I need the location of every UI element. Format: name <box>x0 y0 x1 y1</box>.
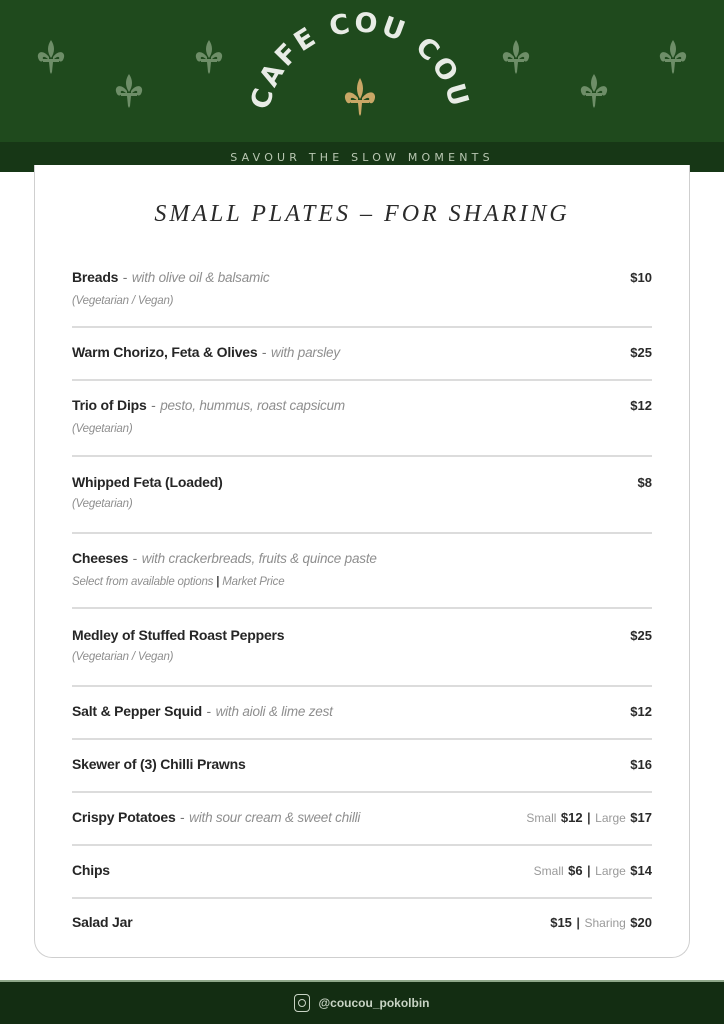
divider <box>72 897 652 899</box>
item-price: $16 <box>630 757 652 772</box>
fleur-de-lis-icon <box>656 38 690 76</box>
item-name: Salt & Pepper Squid <box>72 703 202 719</box>
market-price: Market Price <box>222 576 285 588</box>
item-description: with sour cream & sweet chilli <box>189 810 361 825</box>
item-description: with crackerbreads, fruits & quince paste <box>141 551 377 566</box>
item-price: $8 <box>637 475 652 490</box>
item-price-options: $15 | Sharing $20 <box>550 915 652 930</box>
footer <box>0 980 724 1024</box>
brand-name: CAFE COU COU <box>245 7 475 113</box>
item-description: pesto, hummus, roast capsicum <box>160 398 345 413</box>
item-price: $25 <box>630 628 652 643</box>
divider <box>72 326 652 328</box>
item-price: $10 <box>630 270 652 285</box>
menu-item <box>72 627 652 663</box>
item-price: $12 <box>630 398 652 413</box>
item-price: $12 <box>630 704 652 719</box>
menu-item: Trio of Dips - pesto, hummus, roast capsicum $12 (Vegetarian) <box>72 397 652 435</box>
fleur-de-lis-icon <box>577 72 611 110</box>
menu-item: Breads - with olive oil & balsamic $10 (Vegetarian / Vegan) <box>72 269 652 307</box>
item-price: $25 <box>630 345 652 360</box>
cafe-coucou-logo <box>220 0 500 142</box>
item-name: Medley of Stuffed Roast Peppers <box>72 627 285 643</box>
header-banner <box>0 0 724 142</box>
item-description: with parsley <box>271 345 340 360</box>
item-description: with aioli & lime zest <box>215 704 333 719</box>
tagline: SAVOUR THE SLOW MOMENTS <box>230 150 494 164</box>
menu-item <box>72 862 652 880</box>
dietary-note: (Vegetarian) <box>72 423 133 435</box>
menu-item: Salt & Pepper Squid - with aioli & lime zest $12 <box>72 703 652 719</box>
menu-item: Cheeses - with crackerbreads, fruits & quince paste Select from available options | Market Price <box>72 550 652 588</box>
menu-item <box>72 914 652 932</box>
divider <box>72 379 652 381</box>
item-description: with olive oil & balsamic <box>131 270 270 285</box>
instagram-handle[interactable]: @coucou_pokolbin <box>318 996 430 1010</box>
divider <box>72 685 652 687</box>
instagram-icon <box>294 994 310 1012</box>
item-price-options: Small $12 | Large $17 <box>526 810 652 825</box>
fleur-de-lis-icon <box>112 72 146 110</box>
menu-item: Warm Chorizo, Feta & Olives - with parsley $25 <box>72 344 652 360</box>
dietary-note: (Vegetarian / Vegan) <box>72 651 174 663</box>
fleur-de-lis-icon <box>34 38 68 76</box>
divider <box>72 738 652 740</box>
item-name: Cheeses <box>72 550 129 566</box>
item-name: Chips <box>72 862 110 878</box>
menu-item <box>72 756 652 772</box>
item-note: Select from available options | Market Price <box>72 576 285 588</box>
item-name: Skewer of (3) Chilli Prawns <box>72 756 246 772</box>
menu-item: Crispy Potatoes - with sour cream & sweet chilli Small $12 | Large $17 <box>72 809 652 825</box>
item-name: Warm Chorizo, Feta & Olives <box>72 344 258 360</box>
item-price-options: Small $6 | Large $14 <box>533 863 652 878</box>
menu-item <box>72 474 652 510</box>
dietary-note: (Vegetarian) <box>72 498 133 510</box>
item-name: Trio of Dips <box>72 397 147 413</box>
section-title: SMALL PLATES – FOR SHARING <box>154 201 570 227</box>
item-name: Crispy Potatoes <box>72 809 176 825</box>
divider <box>72 455 652 457</box>
divider <box>72 532 652 534</box>
item-name: Breads <box>72 269 119 285</box>
divider <box>72 607 652 609</box>
divider <box>72 791 652 793</box>
item-name: Salad Jar <box>72 914 133 930</box>
item-name: Whipped Feta (Loaded) <box>72 474 223 490</box>
divider <box>72 844 652 846</box>
gold-fleur-de-lis-icon <box>345 78 375 116</box>
dietary-note: (Vegetarian / Vegan) <box>72 295 174 307</box>
fleur-de-lis-icon <box>499 38 533 76</box>
